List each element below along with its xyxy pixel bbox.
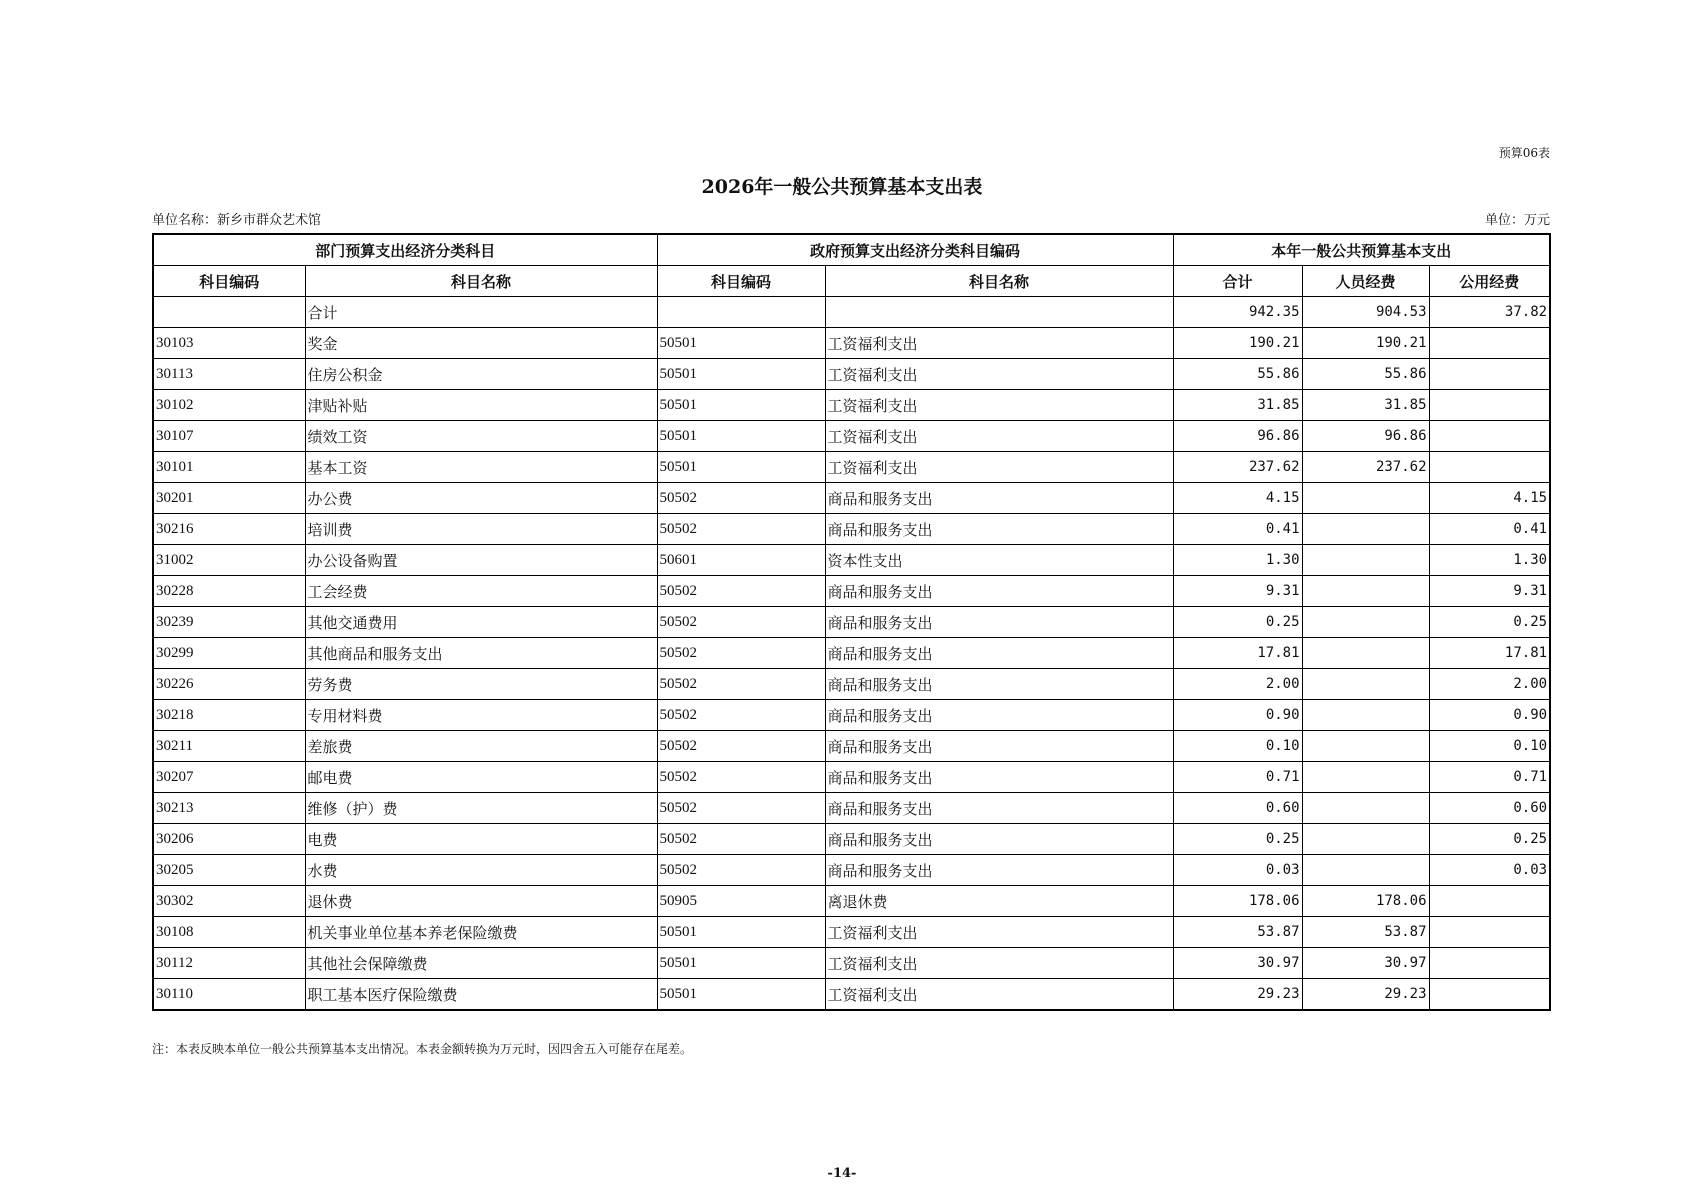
- cell-total: 0.41: [1173, 514, 1302, 545]
- header-group-row: [153, 234, 1550, 266]
- budget-table: [152, 233, 1551, 1011]
- cell-dept-code: 30213: [153, 793, 305, 824]
- cell-gov-name: 商品和服务支出: [825, 669, 1173, 700]
- cell-gov-code: 50502: [657, 855, 825, 886]
- cell-total: 17.81: [1173, 638, 1302, 669]
- cell-public: 0.71: [1429, 762, 1550, 793]
- doc-code: 预算06表: [1498, 146, 1550, 160]
- cell-dept-code: 30103: [153, 328, 305, 359]
- cell-dept-name: 奖金: [305, 328, 657, 359]
- cell-total: 29.23: [1173, 979, 1302, 1011]
- cell-gov-name: 商品和服务支出: [825, 731, 1173, 762]
- cell-gov-code: 50501: [657, 421, 825, 452]
- cell-dept-name: 专用材料费: [305, 700, 657, 731]
- cell-personnel: [1302, 731, 1429, 762]
- cell-personnel: [1302, 793, 1429, 824]
- cell-public: 0.10: [1429, 731, 1550, 762]
- cell-public: 0.03: [1429, 855, 1550, 886]
- cell-public: 17.81: [1429, 638, 1550, 669]
- cell-total: 9.31: [1173, 576, 1302, 607]
- table-row: [153, 483, 1550, 514]
- table-row: [153, 607, 1550, 638]
- cell-gov-name: 资本性支出: [825, 545, 1173, 576]
- cell-dept-code: 30205: [153, 855, 305, 886]
- cell-gov-name: 商品和服务支出: [825, 638, 1173, 669]
- cell-gov-name: 商品和服务支出: [825, 762, 1173, 793]
- cell-dept-name: 差旅费: [305, 731, 657, 762]
- cell-dept-name: 津贴补贴: [305, 390, 657, 421]
- cell-dept-name: 住房公积金: [305, 359, 657, 390]
- cell-public: [1429, 886, 1550, 917]
- cell-dept-name: 基本工资: [305, 452, 657, 483]
- cell-gov-code: 50502: [657, 824, 825, 855]
- table-row: [153, 948, 1550, 979]
- cell-total: 237.62: [1173, 452, 1302, 483]
- cell-dept-name: 合计: [305, 297, 657, 328]
- cell-personnel: 190.21: [1302, 328, 1429, 359]
- cell-dept-code: 30228: [153, 576, 305, 607]
- cell-total: 178.06: [1173, 886, 1302, 917]
- unit-name: 单位名称：新乡市群众艺术馆: [152, 213, 322, 228]
- cell-dept-name: 绩效工资: [305, 421, 657, 452]
- cell-dept-name: 其他交通费用: [305, 607, 657, 638]
- cell-gov-code: 50601: [657, 545, 825, 576]
- table-note: 注：本表反映本单位一般公共预算基本支出情况。本表金额转换为万元时，因四舍五入可能存在尾差。: [152, 1042, 693, 1056]
- cell-personnel: 178.06: [1302, 886, 1429, 917]
- cell-public: [1429, 421, 1550, 452]
- cell-personnel: [1302, 576, 1429, 607]
- cell-public: [1429, 979, 1550, 1011]
- cell-gov-code: 50502: [657, 762, 825, 793]
- cell-gov-code: 50502: [657, 576, 825, 607]
- cell-total: 53.87: [1173, 917, 1302, 948]
- cell-gov-code: 50501: [657, 390, 825, 421]
- table-row: [153, 700, 1550, 731]
- cell-total: 30.97: [1173, 948, 1302, 979]
- header-gov-name: 科目名称: [825, 266, 1173, 297]
- header-personnel: 人员经费: [1302, 266, 1429, 297]
- table-row: [153, 514, 1550, 545]
- header-expense-group: 本年一般公共预算基本支出: [1173, 234, 1550, 266]
- cell-total: 190.21: [1173, 328, 1302, 359]
- cell-gov-name: 商品和服务支出: [825, 793, 1173, 824]
- cell-dept-name: 劳务费: [305, 669, 657, 700]
- cell-dept-name: 其他社会保障缴费: [305, 948, 657, 979]
- cell-gov-name: 工资福利支出: [825, 452, 1173, 483]
- cell-total: 31.85: [1173, 390, 1302, 421]
- cell-gov-name: 工资福利支出: [825, 328, 1173, 359]
- cell-gov-name: 商品和服务支出: [825, 576, 1173, 607]
- header-dept-code: 科目编码: [153, 266, 305, 297]
- cell-personnel: 30.97: [1302, 948, 1429, 979]
- cell-dept-name: 电费: [305, 824, 657, 855]
- cell-total: 55.86: [1173, 359, 1302, 390]
- cell-gov-code: 50502: [657, 638, 825, 669]
- cell-public: 0.90: [1429, 700, 1550, 731]
- cell-gov-name: 商品和服务支出: [825, 700, 1173, 731]
- cell-public: [1429, 390, 1550, 421]
- cell-dept-code: [153, 297, 305, 328]
- table-row: [153, 824, 1550, 855]
- cell-total: 0.10: [1173, 731, 1302, 762]
- table-row: [153, 731, 1550, 762]
- cell-gov-name: [825, 297, 1173, 328]
- cell-gov-name: 工资福利支出: [825, 979, 1173, 1011]
- cell-total: 1.30: [1173, 545, 1302, 576]
- cell-personnel: [1302, 824, 1429, 855]
- table-row: [153, 452, 1550, 483]
- table-row: [153, 886, 1550, 917]
- cell-dept-code: 30211: [153, 731, 305, 762]
- cell-dept-name: 维修（护）费: [305, 793, 657, 824]
- table-row: [153, 576, 1550, 607]
- cell-gov-name: 商品和服务支出: [825, 514, 1173, 545]
- cell-gov-code: 50501: [657, 979, 825, 1011]
- cell-gov-code: 50502: [657, 607, 825, 638]
- cell-public: 1.30: [1429, 545, 1550, 576]
- header-gov-code: 科目编码: [657, 266, 825, 297]
- table-row: [153, 762, 1550, 793]
- cell-gov-name: 商品和服务支出: [825, 607, 1173, 638]
- cell-gov-code: 50502: [657, 514, 825, 545]
- cell-dept-name: 机关事业单位基本养老保险缴费: [305, 917, 657, 948]
- header-total: 合计: [1173, 266, 1302, 297]
- table-row: [153, 297, 1550, 328]
- cell-total: 0.03: [1173, 855, 1302, 886]
- cell-dept-name: 办公费: [305, 483, 657, 514]
- cell-total: 4.15: [1173, 483, 1302, 514]
- cell-personnel: [1302, 638, 1429, 669]
- cell-personnel: [1302, 855, 1429, 886]
- table-row: [153, 855, 1550, 886]
- cell-personnel: [1302, 545, 1429, 576]
- cell-gov-name: 商品和服务支出: [825, 483, 1173, 514]
- unit-label: 单位：万元: [1484, 213, 1550, 228]
- page-title: 2026年一般公共预算基本支出表: [701, 176, 983, 198]
- cell-dept-code: 30113: [153, 359, 305, 390]
- cell-gov-code: 50502: [657, 793, 825, 824]
- cell-gov-name: 离退休费: [825, 886, 1173, 917]
- cell-gov-code: 50502: [657, 700, 825, 731]
- cell-total: 0.90: [1173, 700, 1302, 731]
- cell-gov-code: 50501: [657, 359, 825, 390]
- cell-dept-code: 30108: [153, 917, 305, 948]
- cell-public: 0.25: [1429, 607, 1550, 638]
- cell-personnel: [1302, 700, 1429, 731]
- cell-public: [1429, 328, 1550, 359]
- table-row: [153, 917, 1550, 948]
- table-row: [153, 328, 1550, 359]
- header-public: 公用经费: [1429, 266, 1550, 297]
- cell-dept-code: 31002: [153, 545, 305, 576]
- cell-dept-code: 30107: [153, 421, 305, 452]
- cell-personnel: 53.87: [1302, 917, 1429, 948]
- cell-public: 9.31: [1429, 576, 1550, 607]
- cell-dept-code: 30216: [153, 514, 305, 545]
- cell-public: [1429, 452, 1550, 483]
- table-row: [153, 359, 1550, 390]
- header-dept-name: 科目名称: [305, 266, 657, 297]
- cell-personnel: [1302, 514, 1429, 545]
- cell-personnel: 237.62: [1302, 452, 1429, 483]
- cell-public: 4.15: [1429, 483, 1550, 514]
- cell-public: 0.60: [1429, 793, 1550, 824]
- cell-personnel: 31.85: [1302, 390, 1429, 421]
- cell-personnel: 55.86: [1302, 359, 1429, 390]
- table-body: [153, 297, 1550, 1011]
- cell-personnel: [1302, 607, 1429, 638]
- cell-gov-name: 工资福利支出: [825, 917, 1173, 948]
- cell-total: 942.35: [1173, 297, 1302, 328]
- cell-dept-code: 30102: [153, 390, 305, 421]
- cell-dept-code: 30226: [153, 669, 305, 700]
- cell-dept-code: 30207: [153, 762, 305, 793]
- table-row: [153, 545, 1550, 576]
- cell-dept-code: 30302: [153, 886, 305, 917]
- cell-dept-code: 30239: [153, 607, 305, 638]
- table-row: [153, 669, 1550, 700]
- cell-gov-name: 工资福利支出: [825, 948, 1173, 979]
- cell-gov-code: 50501: [657, 948, 825, 979]
- cell-dept-name: 其他商品和服务支出: [305, 638, 657, 669]
- cell-personnel: [1302, 483, 1429, 514]
- cell-public: [1429, 948, 1550, 979]
- cell-dept-name: 退休费: [305, 886, 657, 917]
- page-number: -14-: [827, 1166, 857, 1181]
- cell-dept-name: 职工基本医疗保险缴费: [305, 979, 657, 1011]
- cell-gov-code: 50501: [657, 917, 825, 948]
- cell-personnel: 96.86: [1302, 421, 1429, 452]
- cell-dept-name: 培训费: [305, 514, 657, 545]
- cell-gov-name: 工资福利支出: [825, 421, 1173, 452]
- cell-dept-name: 办公设备购置: [305, 545, 657, 576]
- cell-dept-code: 30299: [153, 638, 305, 669]
- cell-dept-code: 30206: [153, 824, 305, 855]
- cell-dept-name: 工会经费: [305, 576, 657, 607]
- cell-gov-code: 50905: [657, 886, 825, 917]
- cell-gov-code: 50502: [657, 731, 825, 762]
- cell-gov-code: 50501: [657, 328, 825, 359]
- cell-total: 2.00: [1173, 669, 1302, 700]
- cell-public: 0.41: [1429, 514, 1550, 545]
- cell-public: [1429, 917, 1550, 948]
- cell-dept-name: 水费: [305, 855, 657, 886]
- table-row: [153, 390, 1550, 421]
- cell-total: 96.86: [1173, 421, 1302, 452]
- header-dept-group: 部门预算支出经济分类科目: [153, 234, 657, 266]
- cell-gov-code: 50501: [657, 452, 825, 483]
- cell-dept-code: 30218: [153, 700, 305, 731]
- header-column-row: [153, 266, 1550, 297]
- cell-total: 0.25: [1173, 607, 1302, 638]
- cell-personnel: 904.53: [1302, 297, 1429, 328]
- table-row: [153, 638, 1550, 669]
- cell-public: 0.25: [1429, 824, 1550, 855]
- cell-total: 0.25: [1173, 824, 1302, 855]
- cell-gov-name: 工资福利支出: [825, 390, 1173, 421]
- cell-personnel: 29.23: [1302, 979, 1429, 1011]
- table-row: [153, 793, 1550, 824]
- cell-gov-code: 50502: [657, 483, 825, 514]
- cell-dept-code: 30110: [153, 979, 305, 1011]
- cell-public: 37.82: [1429, 297, 1550, 328]
- cell-total: 0.71: [1173, 762, 1302, 793]
- cell-gov-code: 50502: [657, 669, 825, 700]
- cell-public: 2.00: [1429, 669, 1550, 700]
- cell-gov-name: 商品和服务支出: [825, 824, 1173, 855]
- cell-total: 0.60: [1173, 793, 1302, 824]
- cell-dept-code: 30101: [153, 452, 305, 483]
- cell-dept-code: 30112: [153, 948, 305, 979]
- cell-personnel: [1302, 669, 1429, 700]
- cell-dept-code: 30201: [153, 483, 305, 514]
- cell-personnel: [1302, 762, 1429, 793]
- header-gov-group: 政府预算支出经济分类科目编码: [657, 234, 1173, 266]
- table-row: [153, 421, 1550, 452]
- cell-gov-name: 商品和服务支出: [825, 855, 1173, 886]
- table-row: [153, 979, 1550, 1011]
- cell-public: [1429, 359, 1550, 390]
- cell-gov-code: [657, 297, 825, 328]
- cell-gov-name: 工资福利支出: [825, 359, 1173, 390]
- cell-dept-name: 邮电费: [305, 762, 657, 793]
